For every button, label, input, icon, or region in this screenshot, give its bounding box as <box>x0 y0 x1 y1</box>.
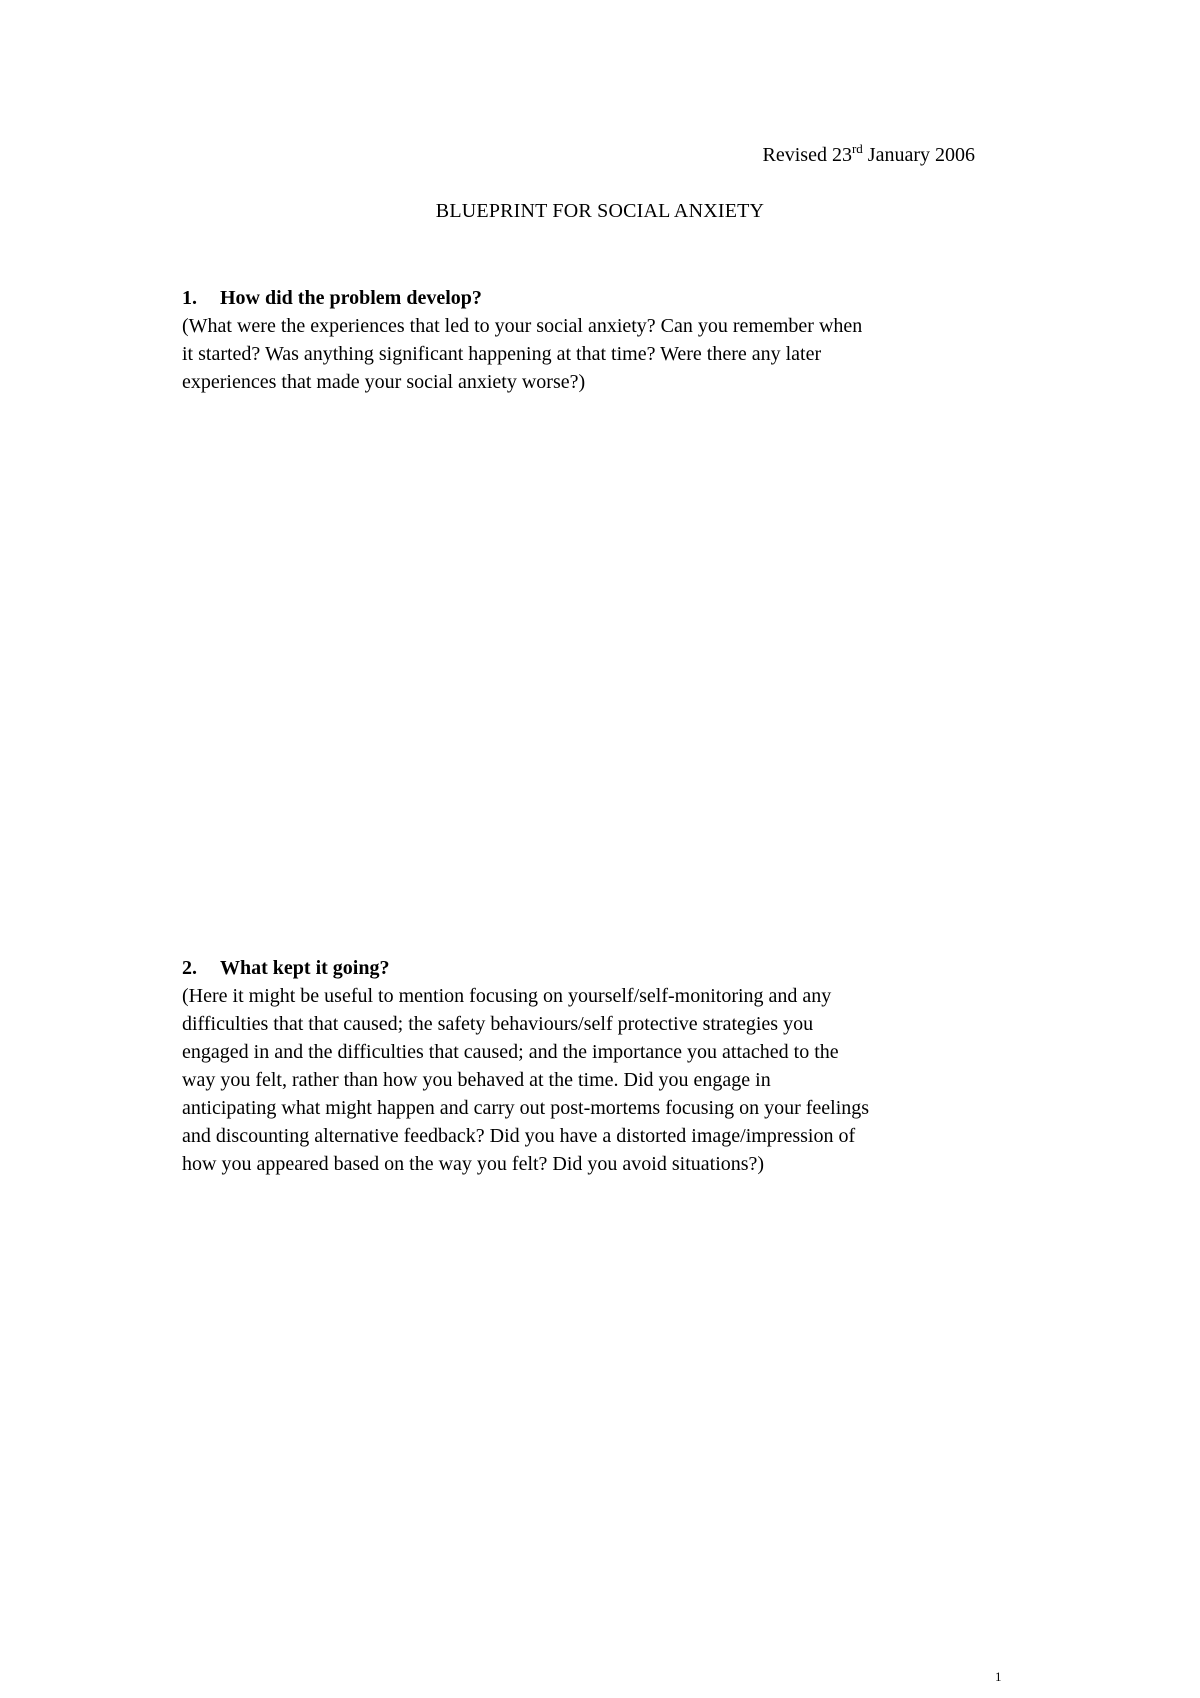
revision-date-ordinal: rd <box>851 141 863 156</box>
document-title: BLUEPRINT FOR SOCIAL ANXIETY <box>435 200 765 222</box>
page-number: 1 <box>995 1669 1002 1684</box>
section-heading-text: How did the problem develop? <box>220 287 482 309</box>
prompt-line: engaged in and the difficulties that caused; and the importance you attached to the <box>182 1041 839 1063</box>
prompt-line: (Here it might be useful to mention focusing on yourself/self-monitoring and any <box>182 985 832 1007</box>
section-prompt <box>182 982 1042 1178</box>
prompt-line: (What were the experiences that led to your social anxiety? Can you remember when <box>182 315 863 337</box>
prompt-line: difficulties that that caused; the safety behaviours/self protective strategies you <box>182 1013 814 1035</box>
revision-date-suffix: January 2006 <box>862 144 975 166</box>
section-problem-development <box>182 284 1042 396</box>
prompt-line: it started? Was anything significant happening at that time? Were there any later <box>182 343 822 365</box>
section-maintenance <box>182 954 1042 1178</box>
section-heading <box>182 954 1042 982</box>
revision-date <box>762 141 975 166</box>
revision-date-prefix: Revised 23 <box>762 144 852 166</box>
section-number: 2. <box>182 957 197 979</box>
prompt-line: anticipating what might happen and carry out post-mortems focusing on your feelings <box>182 1097 870 1119</box>
section-heading-text: What kept it going? <box>220 957 390 979</box>
section-prompt <box>182 312 1042 396</box>
section-heading <box>182 284 1042 312</box>
prompt-line: and discounting alternative feedback? Did you have a distorted image/impression of <box>182 1125 856 1147</box>
prompt-line: experiences that made your social anxiety worse?) <box>182 371 586 393</box>
prompt-line: how you appeared based on the way you felt? Did you avoid situations?) <box>182 1153 765 1175</box>
section-number: 1. <box>182 287 197 309</box>
prompt-line: way you felt, rather than how you behaved at the time. Did you engage in <box>182 1069 771 1091</box>
